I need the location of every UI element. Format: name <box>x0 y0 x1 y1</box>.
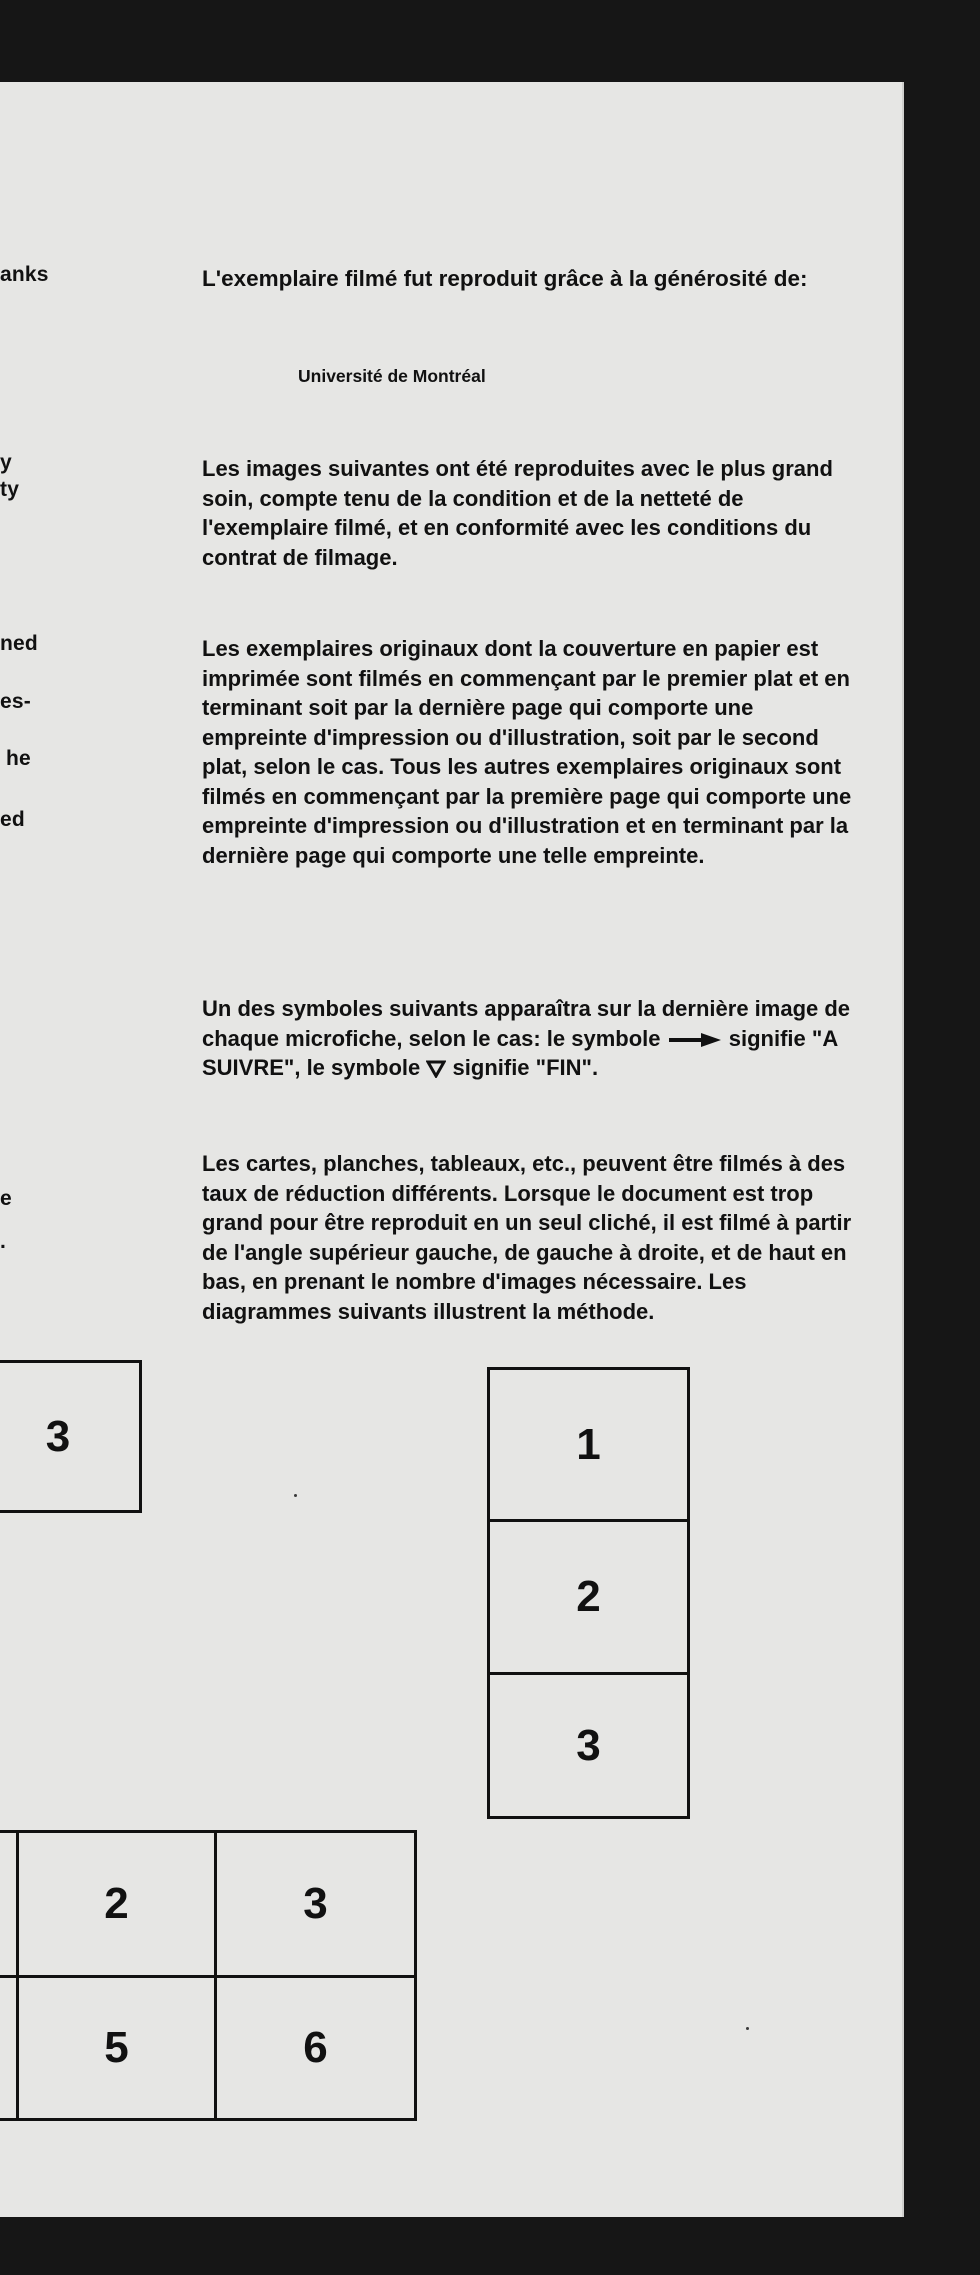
left-fragment: anks <box>0 263 49 286</box>
diagram-number: 6 <box>303 2023 328 2072</box>
vertical-diagram <box>487 1367 690 1816</box>
left-fragment: ty <box>0 478 20 501</box>
vertical-diagram-cell <box>487 1672 690 1819</box>
left-fragment: es- <box>0 690 31 713</box>
vertical-diagram-cell <box>487 1367 690 1522</box>
reproduction-paragraph <box>202 454 852 572</box>
intro-text <box>202 264 852 294</box>
grid-diagram <box>0 1830 417 2118</box>
diagram-number: 3 <box>45 1411 71 1461</box>
diagram-number: 3 <box>303 1879 328 1928</box>
filming-order-paragraph <box>202 634 852 870</box>
end-triangle-icon <box>426 1060 446 1078</box>
diagram-number: 1 <box>576 1419 601 1469</box>
institution-name: Université de Montréal <box>298 366 486 386</box>
symbols-text-part3: signifie "FIN". <box>452 1055 599 1080</box>
intro-paragraph: L'exemplaire filmé fut reproduit grâce à la générosité de: <box>202 266 808 291</box>
symbols-text-part1: Un des symboles suivants apparaîtra sur la dernière image de chaque microfiche, selon le cas: le symbole <box>202 996 851 1051</box>
left-fragment: . <box>0 1230 7 1253</box>
scan-speck <box>294 1494 297 1497</box>
symbols-text <box>202 994 852 1083</box>
symbols-text-part2: signifie "A SUIVRE", le symbole <box>202 1025 838 1080</box>
left-fragment: e <box>0 1187 12 1210</box>
scan-speck <box>746 2027 749 2030</box>
diagram-cell-top-left <box>0 1360 142 1513</box>
diagram-number: 2 <box>104 1879 129 1928</box>
grid-diagram-cell <box>16 1830 217 1978</box>
continued-arrow-icon <box>667 1032 723 1048</box>
diagram-number: 3 <box>576 1720 601 1770</box>
left-fragment: y <box>0 451 12 474</box>
reproduction-text: Les images suivantes ont été reproduites avec le plus grand soin, compte tenu de la condition et de la netteté de l'exemplaire filmé, et en conformité avec les conditions du contrat de filmage. <box>202 456 833 570</box>
grid-diagram-cell <box>214 1830 417 1978</box>
filming-order-text: Les exemplaires originaux dont la couverture en papier est imprimée sont filmés en commençant par le premier plat et en terminant soit par la dernière page qui comporte une empreinte d'impression ou d'illustration, soit par le second plat, selon le cas. Tous les autres exemplaires originaux sont filmés en commençant par la première page qui comporte une empreinte d'impression ou d'illustration et en terminant par la dernière page qui comporte une telle empreinte. <box>202 636 852 868</box>
left-fragment: he <box>6 747 31 770</box>
vertical-diagram-cell <box>487 1519 690 1675</box>
left-fragment: ed <box>0 808 25 831</box>
maps-paragraph <box>202 1149 852 1326</box>
symbols-paragraph <box>202 994 852 1083</box>
grid-diagram-cell <box>214 1975 417 2121</box>
left-fragment: ned <box>0 632 38 655</box>
scanned-page <box>0 82 904 2217</box>
diagram-number: 2 <box>576 1572 601 1621</box>
maps-text: Les cartes, planches, tableaux, etc., peuvent être filmés à des taux de réduction différents. Lorsque le document est trop grand pour être reproduit en un seul cliché, il est filmé à partir de l'angle supérieur gauche, de gauche à droite, et de haut en bas, en prenant le nombre d'images nécessaire. Les diagrammes suivants illustrent la méthode. <box>202 1151 852 1324</box>
diagram-number: 5 <box>104 2023 129 2072</box>
grid-diagram-cell <box>16 1975 217 2121</box>
